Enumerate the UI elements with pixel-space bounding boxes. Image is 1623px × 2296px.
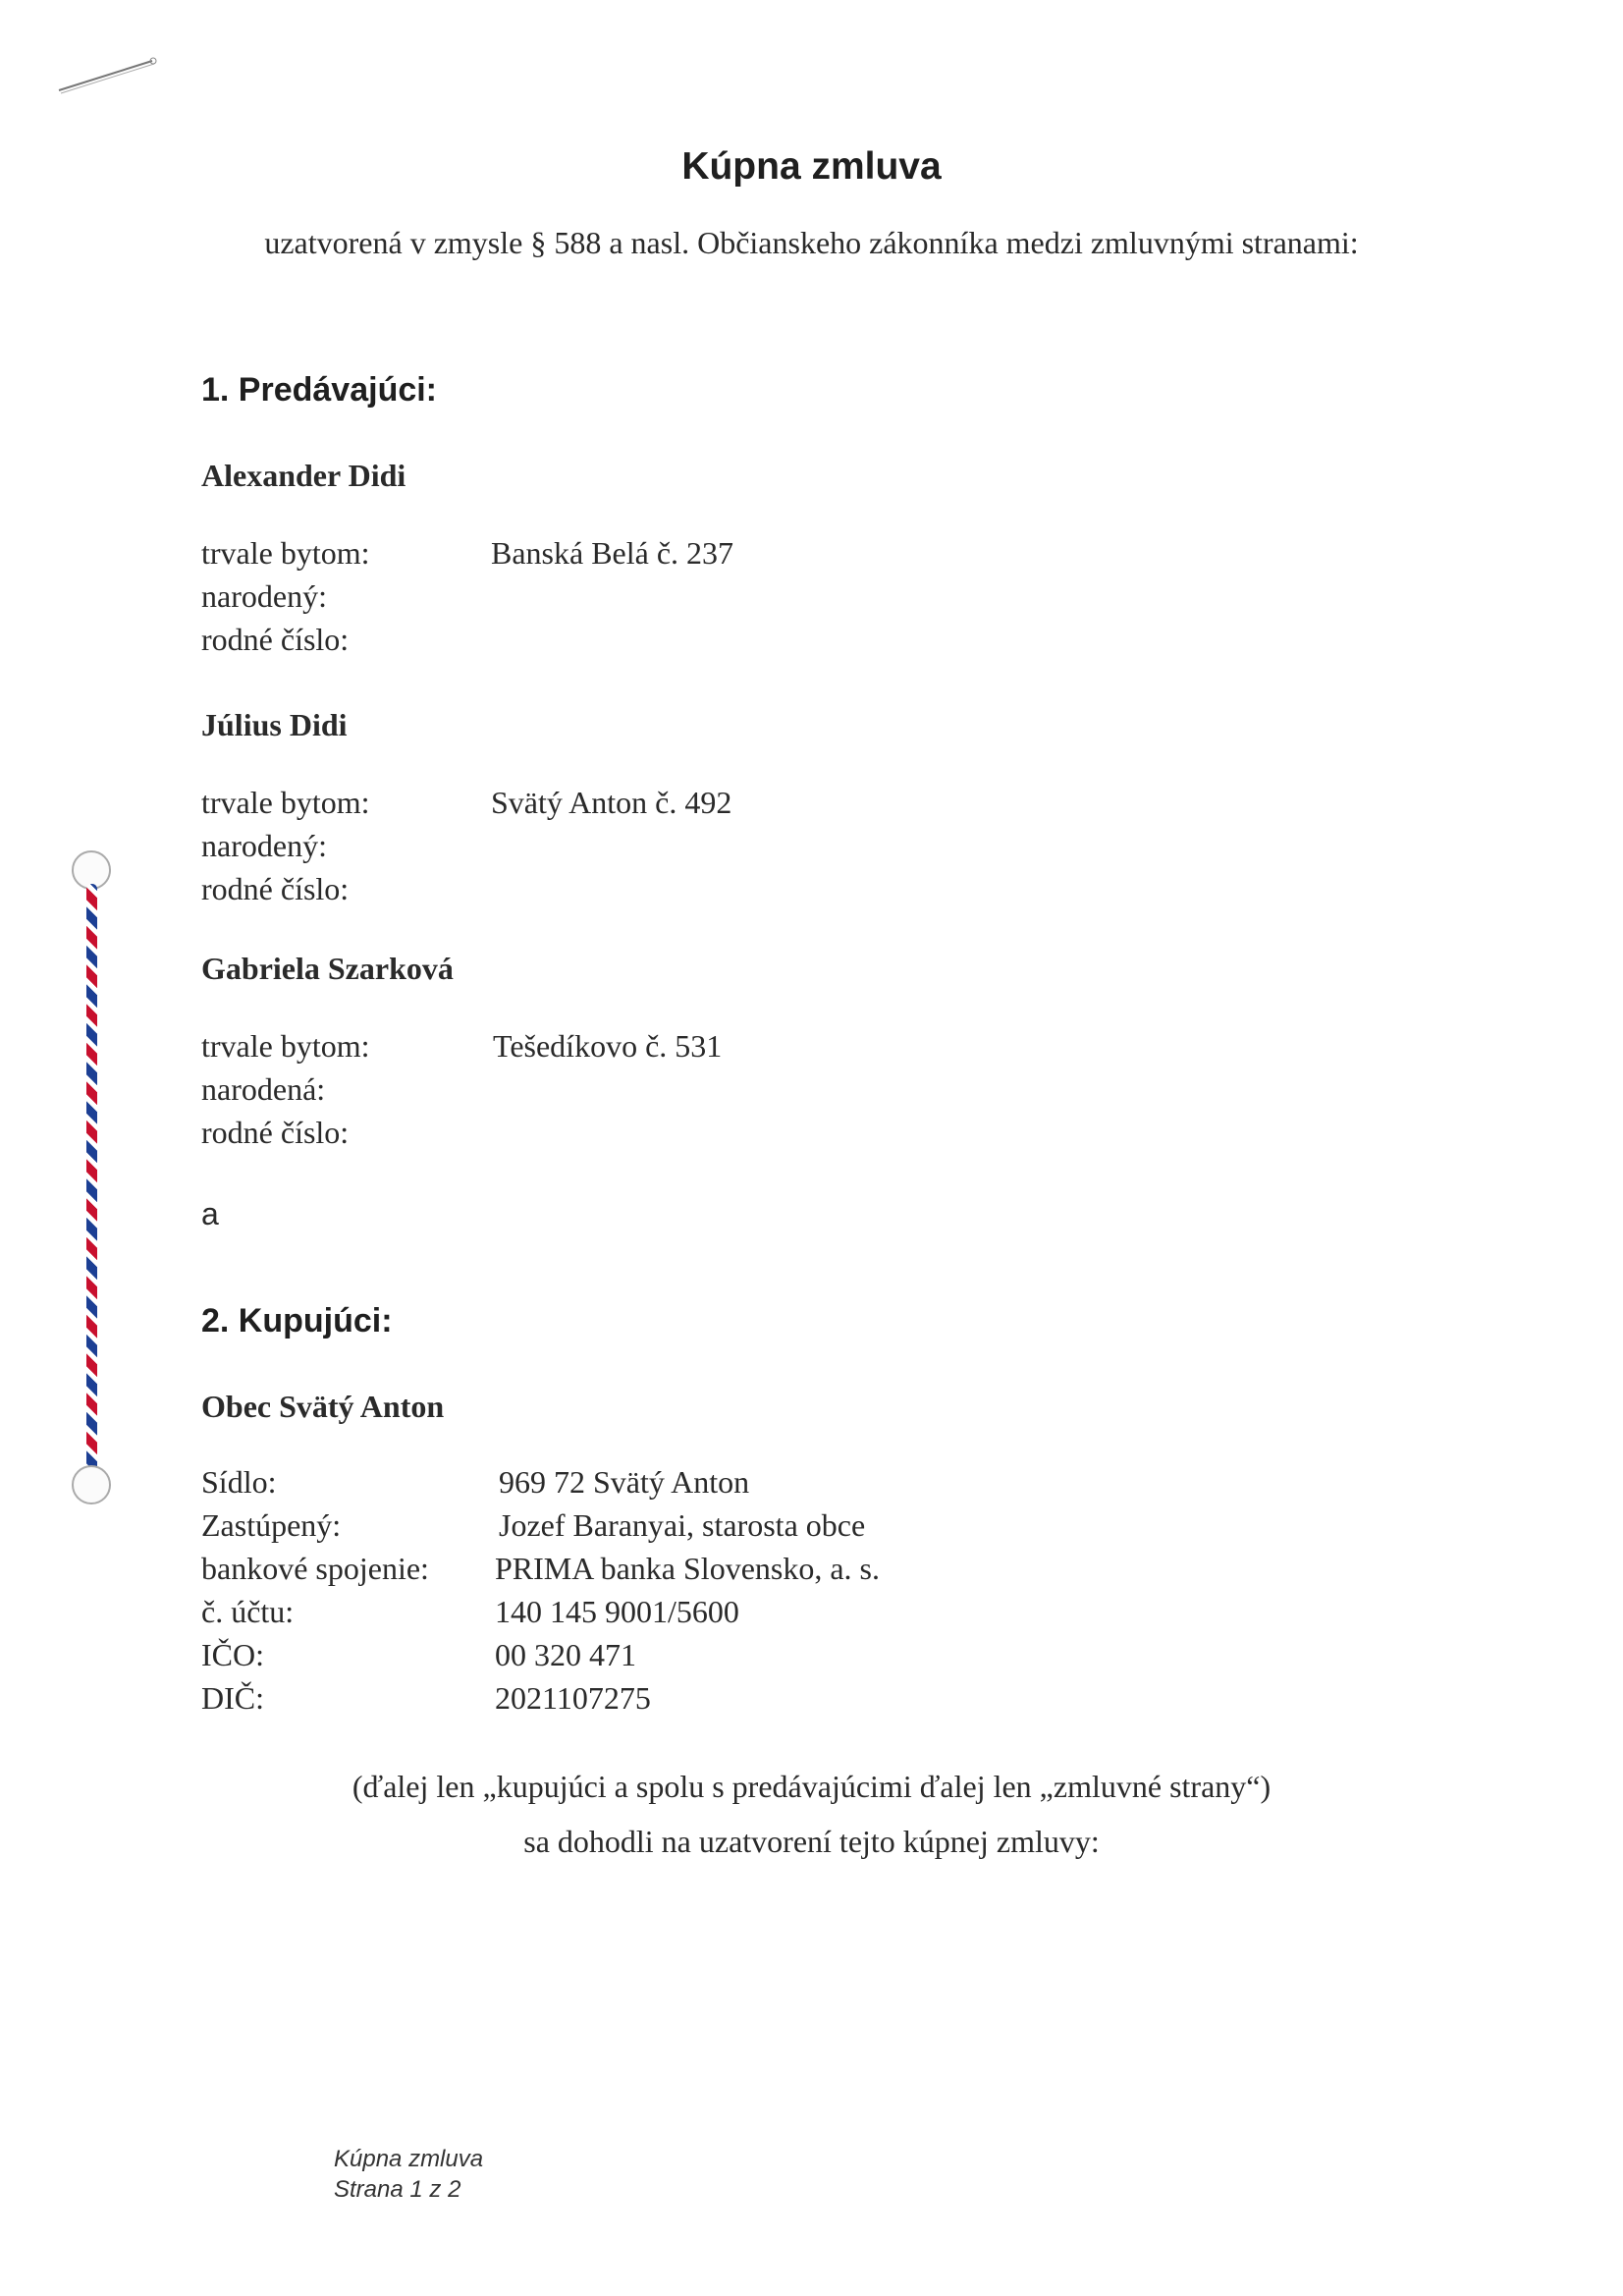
buyer-value-represented: Jozef Baranyai, starosta obce bbox=[499, 1507, 866, 1543]
buyer-name: Obec Svätý Anton bbox=[201, 1389, 445, 1424]
buyer-value-ico: 00 320 471 bbox=[495, 1637, 636, 1672]
seller-2-label-id: rodné číslo: bbox=[201, 871, 350, 906]
binding-cord bbox=[86, 884, 97, 1483]
buyer-label-represented: Zastúpený: bbox=[201, 1507, 342, 1543]
buyer-value-account: 140 145 9001/5600 bbox=[495, 1594, 739, 1629]
seller-3-address: Tešedíkovo č. 531 bbox=[493, 1028, 723, 1064]
seller-3-label-born: narodená: bbox=[201, 1071, 326, 1107]
seller-heading: 1. Predávajúci: bbox=[201, 371, 438, 409]
seller-1-label-address: trvale bytom: bbox=[201, 535, 370, 571]
buyer-label-seat: Sídlo: bbox=[201, 1464, 277, 1500]
buyer-value-dic: 2021107275 bbox=[495, 1680, 651, 1716]
footer-page-number: Strana 1 z 2 bbox=[334, 2176, 461, 2203]
document-title: Kúpna zmluva bbox=[681, 145, 942, 188]
seller-1-name: Alexander Didi bbox=[201, 458, 406, 493]
closing-line-2: sa dohodli na uzatvorení tejto kúpnej zmluvy: bbox=[523, 1824, 1100, 1859]
footer bbox=[334, 2144, 483, 2205]
seller-2-label-born: narodený: bbox=[201, 828, 327, 863]
pen-stroke-mark bbox=[54, 49, 162, 98]
footer-doc-name: Kúpna zmluva bbox=[334, 2146, 484, 2172]
buyer-value-bank: PRIMA banka Slovensko, a. s. bbox=[495, 1551, 880, 1586]
closing-line-1: (ďalej len „kupujúci a spolu s predávajúcimi ďalej len „zmluvné strany“) bbox=[352, 1769, 1271, 1804]
buyer-label-dic: DIČ: bbox=[201, 1680, 264, 1716]
buyer-label-bank: bankové spojenie: bbox=[201, 1551, 429, 1586]
seller-2-address: Svätý Anton č. 492 bbox=[491, 785, 732, 820]
document-subtitle: uzatvorená v zmysle § 588 a nasl. Občianskeho zákonníka medzi zmluvnými stranami: bbox=[264, 225, 1359, 260]
seller-1-label-id: rodné číslo: bbox=[201, 622, 350, 657]
buyer-label-account: č. účtu: bbox=[201, 1594, 295, 1629]
cord-bottom-loop bbox=[72, 1465, 111, 1504]
buyer-value-seat: 969 72 Svätý Anton bbox=[499, 1464, 750, 1500]
seller-1-address: Banská Belá č. 237 bbox=[491, 535, 734, 571]
conjunction-text: a bbox=[201, 1196, 219, 1231]
seller-2-name: Július Didi bbox=[201, 707, 348, 742]
seller-3-name: Gabriela Szarková bbox=[201, 951, 454, 986]
seller-3-label-address: trvale bytom: bbox=[201, 1028, 370, 1064]
buyer-label-ico: IČO: bbox=[201, 1637, 264, 1672]
buyer-heading: 2. Kupujúci: bbox=[201, 1302, 393, 1339]
seller-2-label-address: trvale bytom: bbox=[201, 785, 370, 820]
seller-1-label-born: narodený: bbox=[201, 578, 327, 614]
seller-3-label-id: rodné číslo: bbox=[201, 1115, 350, 1150]
